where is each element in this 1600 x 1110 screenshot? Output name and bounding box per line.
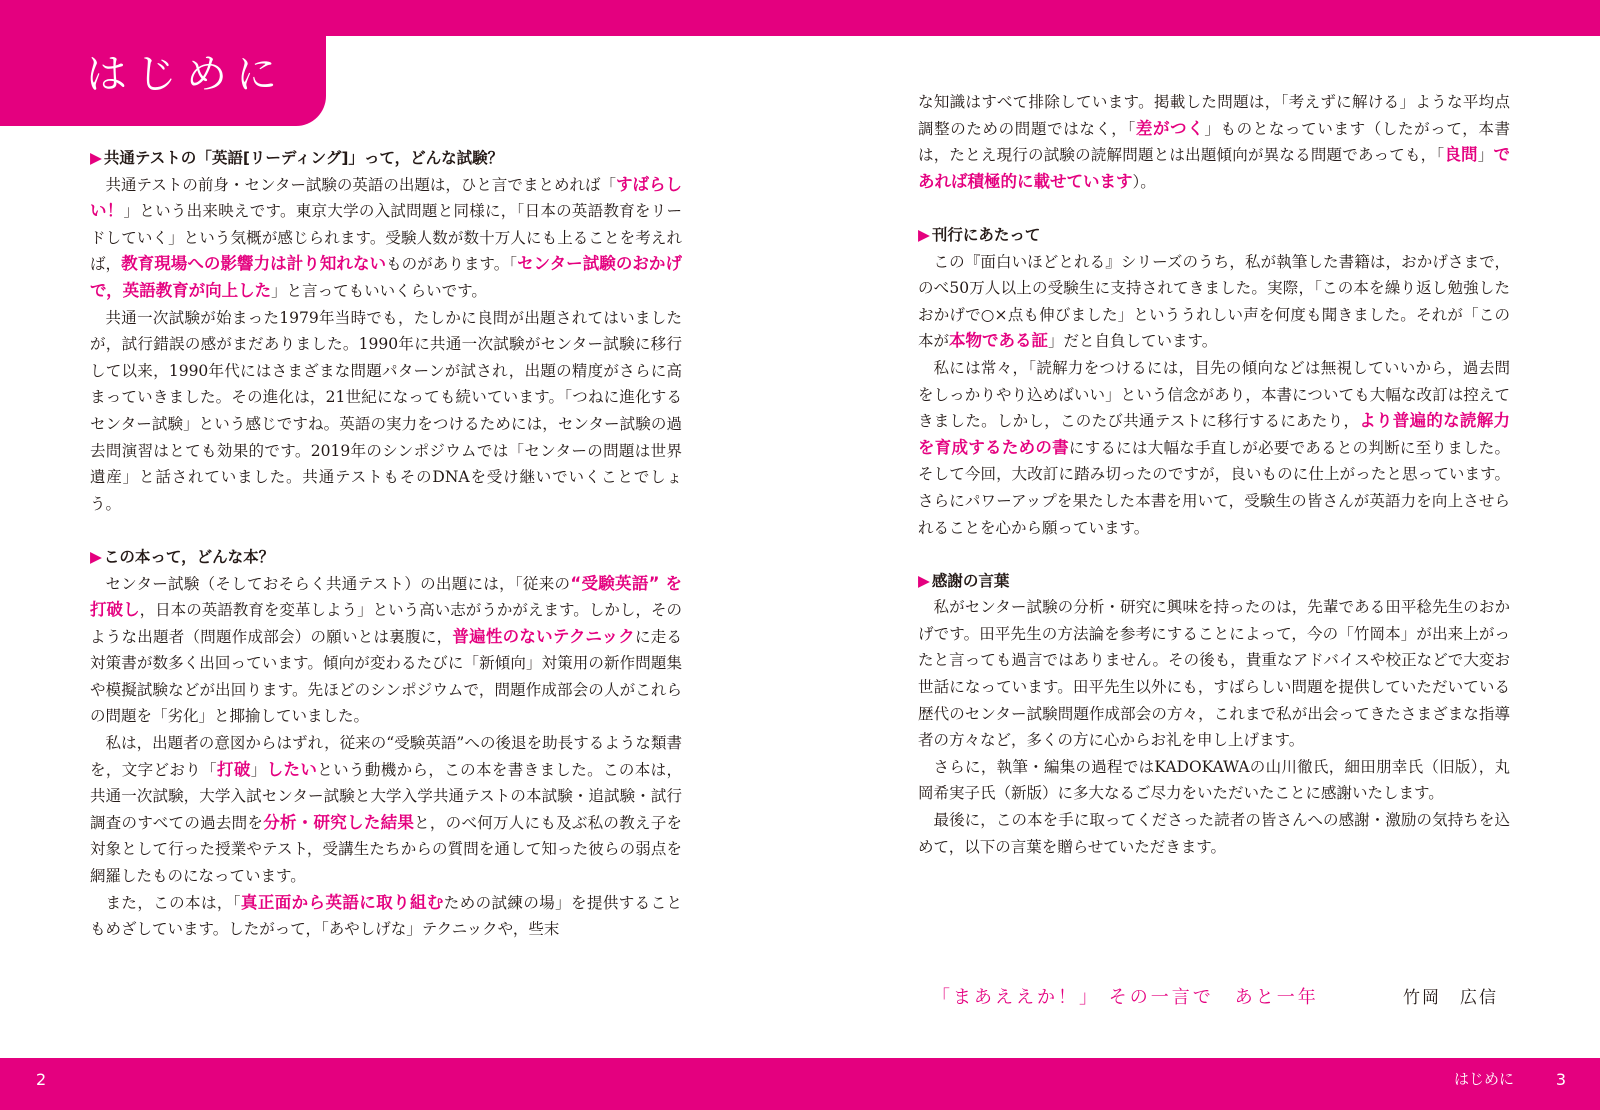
paragraph: 私は，出題者の意図からはずれ，従来の“受験英語”への後退を助長するような類書を，文字どおり「打破」したいという動機から，この本を書きました。この本は，共通一次試験，大学入試センター試験と大学入学共通テストの本試験・追試験・試行調査のすべての過去問を分析・研究した結果と，のべ何万人にも及ぶ私の教え子を対象として行った授業やテスト，受講生たちからの質問を通して知った彼らの弱点を網羅したものになっています。 — [90, 734, 682, 886]
bottom-band — [0, 1058, 1600, 1110]
highlight: 本物である証 — [949, 331, 1049, 351]
section-heading-thanks: ▶ 感謝の言葉 — [918, 571, 1010, 590]
highlight: したい — [266, 759, 318, 779]
highlight: 良問 — [1444, 145, 1478, 165]
highlight: 差がつく — [1135, 118, 1205, 138]
page-number-right: 3 — [1555, 1070, 1566, 1089]
highlight: 教育現場への影響力は計り知れない — [121, 254, 387, 274]
left-column — [90, 145, 682, 943]
paragraph: この『面白いほどとれる』シリーズのうち，私が執筆した書籍は，おかげさまで，のべ50万人以上の受験生に支持されてきました。実際，「この本を繰り返し勉強したおかげで○×点も伸びました」といううれしい声を何度も聞きました。それが「この本が本物である証」だと自負しています。 — [918, 252, 1510, 351]
triangle-right-icon: ▶ — [90, 547, 102, 566]
motto: 「まあええか！」 その一言で あと一年 — [932, 987, 1319, 1008]
paragraph: センター試験（そしておそらく共通テスト）の出題には，「従来の“受験英語” を打破し，日本の英語教育を変革しよう」という高い志がうかがえます。しかし，そのような出題者（問題作成部会）の願いとは裏腹に，普遍性のないテクニックに走る対策書が数多く出回っています。傾向が変わるたびに「新傾向」対策用の新作問題集や模擬試験などが出回ります。先ほどのシンポジウムで，問題作成部会の人がこれらの問題を「劣化」と揶揄していました。 — [90, 573, 683, 726]
paragraph: 最後に，この本を手に取ってくださった読者の皆さんへの感謝・激励の気持ちを込めて，以下の言葉を贈らせていただきます。 — [918, 811, 1510, 856]
triangle-right-icon: ▶ — [918, 571, 930, 590]
paragraph: さらに，執筆・編集の過程ではKADOKAWAの山川徹氏，細田朋幸氏（旧版），丸岡希実子氏（新版）に多大なるご尽力をいただいたことに感謝いたします。 — [918, 757, 1510, 803]
paragraph: また，この本は，「真正面から英語に取り組むための試練の場」を提供することもめざしています。したがって，「あやしげな」テクニックや，些末 — [90, 892, 682, 939]
triangle-right-icon: ▶ — [90, 149, 102, 167]
closing-motto-row — [918, 983, 1510, 1013]
paragraph: 私がセンター試験の分析・研究に興味を持ったのは，先輩である田平稔先生のおかげです。田平先生の方法論を参考にすることによって，今の「竹岡本」が出来上がったと言っても過言ではありません。その後も，貴重なアドバイスや校正などで大変お世話になっています。田平先生以外にも，すばらしい問題を提供していただいている歴代のセンター試験問題作成部会の方々，これまで私が出会ってきたさまざまな指導者の方々など，多くの方に心からお礼を申し上げます。 — [918, 598, 1510, 750]
running-head: はじめに — [1453, 1070, 1514, 1088]
highlight: 分析・研究した結果 — [263, 812, 415, 832]
highlight: 普遍性のないテクニック — [452, 626, 635, 646]
author-name: 竹岡 広信 — [1403, 988, 1498, 1008]
section-heading-publication: ▶ 刊行にあたって — [918, 225, 1041, 244]
highlight: “受験英語” を打破し — [90, 573, 683, 620]
paragraph: 私には常々，「読解力をつけるには，目先の傾向などは無視していいから，過去問をしっかりやり込めばいい」という信念があり，本書についても大幅な改訂は控えてきました。しかし，このたび共通テストに移行するにあたり，より普遍的な読解力を育成するための書にするには大幅な手直しが必要であるとの判断に至りました。そして今回，大改訂に踏み切ったのですが，良いものに仕上がったと思っています。さらにパワーアップを果たした本書を用いて，受験生の皆さんが英語力を向上させられることを心から願っています。 — [918, 358, 1510, 537]
highlight: センター試験のおかげで，英語教育が向上した — [90, 254, 682, 300]
paragraph: 共通一次試験が始まった1979年当時でも，たしかに良問が出題されてはいましたが，試行錯誤の感がまだありました。1990年に共通一次試験がセンター試験に移行して以来，1990年代にはさまざまな問題パターンが試され，出題の精度がさらに高まっていきました。その進化は，21世紀になっても続いています。「つねに進化するセンター試験」という感じですね。英語の実力をつけるためには，センター試験の過去問演習はとても効果的です。2019年のシンポジウムでは「センターの問題は世界遺産」と話されていました。共通テストもそのDNAを受け継いでいくことでしょう。 — [90, 308, 682, 513]
page-number-left: 2 — [36, 1070, 47, 1089]
right-column — [918, 89, 1510, 860]
page-title: はじめに — [86, 50, 286, 98]
highlight: であれば積極的に載せています — [918, 145, 1510, 191]
paragraph-continuation: な知識はすべて排除しています。掲載した問題は，「考えずに解ける」ような平均点調整のための問題ではなく，「差がつく」ものとなっています（したがって，本書は，たとえ現行の試験の読解問題とは出題傾向が異なる問題であっても，「良問」であれば積極的に載せています）。 — [918, 93, 1510, 191]
highlight: より普遍的な読解力を育成するための書 — [918, 411, 1510, 457]
highlight: 真正面から英語に取り組む — [240, 892, 444, 912]
highlight: すばらしい！ — [90, 174, 683, 221]
section-heading-exam: ▶ 共通テストの「英語[リーディング]」って，どんな試験？ — [90, 149, 504, 167]
paragraph: 共通テストの前身・センター試験の英語の出題は，ひと言でまとめれば「すばらしい！」という出来映えです。東京大学の入試問題と同様に，「日本の英語教育をリードしていく」という気概が感じられます。受験人数が数十万人にも上ることを考えれば，教育現場への影響力は計り知れないものがあります。「センター試験のおかげで，英語教育が向上した」と言ってもいいくらいです。 — [90, 174, 683, 300]
title-tab — [0, 0, 326, 126]
section-heading-book: ▶ この本って，どんな本？ — [90, 547, 275, 566]
highlight: 打破 — [217, 759, 251, 779]
triangle-right-icon: ▶ — [918, 225, 930, 244]
